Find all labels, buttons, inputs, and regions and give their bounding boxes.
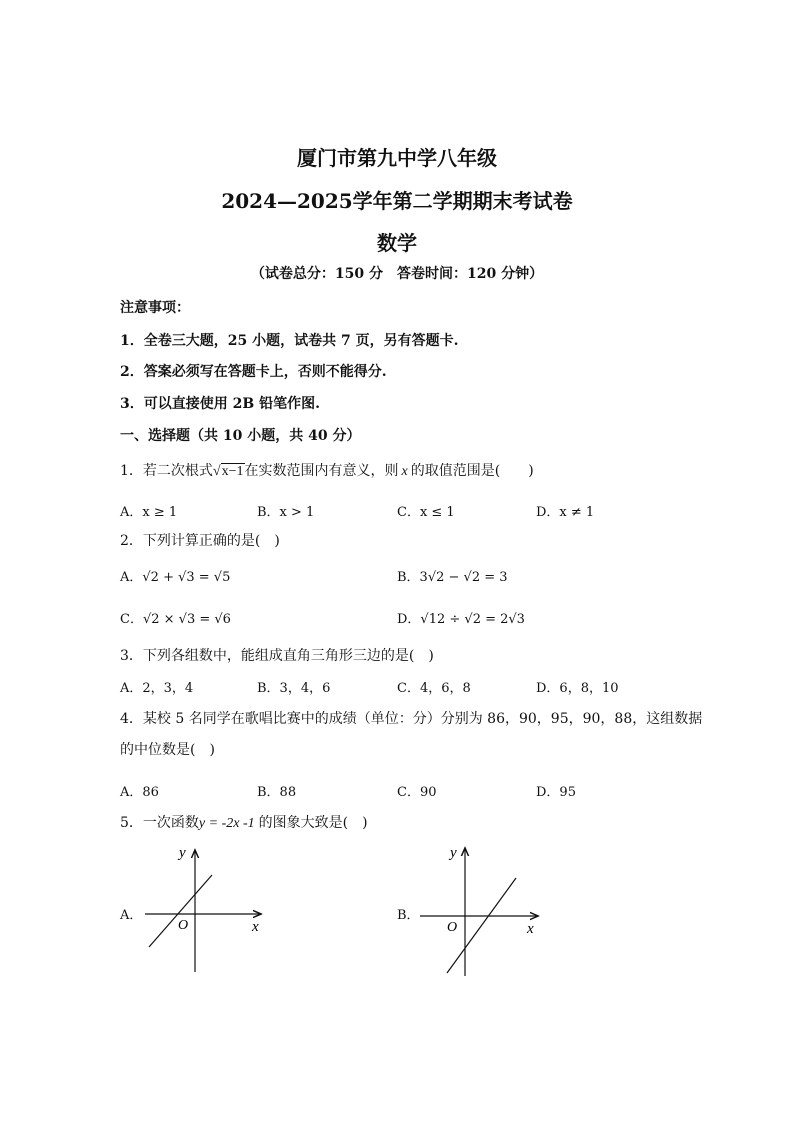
y-axis-label: y — [450, 845, 457, 861]
notes-heading: 注意事项： — [120, 300, 190, 316]
q1-radicand: x−1 — [221, 464, 244, 479]
q5-option-b[interactable]: B． — [397, 908, 420, 923]
q4-option-a[interactable]: A．86 — [120, 785, 159, 800]
x-axis-label: x — [527, 921, 534, 937]
q1-stem-post: 的取值范围是( ) — [410, 463, 534, 479]
question-4-stem-line1: 4．某校 5 名同学在歌唱比赛中的成绩（单位：分）分别为 86，90，95，90，88，这组数据 — [120, 711, 703, 727]
q2-option-d[interactable]: D．√12 ÷ √2 = 2√3 — [397, 612, 525, 627]
q5-graph-a[interactable] — [140, 845, 270, 977]
x-axis-label: x — [252, 919, 259, 935]
q1-option-a[interactable]: A．x ≥ 1 — [120, 505, 178, 520]
school-title: 厦门市第九中学八年级 — [297, 146, 497, 170]
q4-option-c[interactable]: C．90 — [397, 785, 437, 800]
question-2-stem: 2．下列计算正确的是( ) — [120, 533, 280, 549]
question-3-stem: 3．下列各组数中，能组成直角三角形三边的是( ) — [120, 648, 434, 664]
q1-var: x — [401, 464, 408, 479]
q3-option-d[interactable]: D．6，8，10 — [536, 681, 619, 696]
origin-label: O — [178, 918, 189, 933]
subject-title: 数学 — [377, 231, 417, 255]
q5-option-a[interactable]: A． — [120, 908, 143, 923]
q3-option-b[interactable]: B．3，4，6 — [257, 681, 331, 696]
q1-stem-pre: 1．若二次根式 — [120, 463, 213, 479]
q5-stem-pre: 5．一次函数 — [120, 815, 199, 831]
q1-option-c[interactable]: C．x ≤ 1 — [397, 505, 455, 520]
q5-stem-post: 的图象大致是( ) — [258, 815, 368, 831]
q2-option-a[interactable]: A．√2 + √3 = √5 — [120, 570, 231, 585]
q2-option-c[interactable]: C．√2 × √3 = √6 — [120, 612, 231, 627]
q2-option-b[interactable]: B．3√2 − √2 = 3 — [397, 570, 508, 585]
origin-label: O — [447, 920, 458, 935]
function-line — [447, 878, 516, 973]
q4-option-d[interactable]: D．95 — [536, 785, 576, 800]
q1-option-b[interactable]: B．x > 1 — [257, 505, 315, 520]
note-item: 3．可以直接使用 2B 铅笔作图. — [120, 396, 320, 412]
note-item: 2．答案必须写在答题卡上，否则不能得分. — [120, 364, 387, 380]
q1-stem-mid: 在实数范围内有意义，则 — [244, 463, 399, 479]
q1-radical: √x−1 — [212, 464, 244, 479]
section-heading: 一、选择题（共 10 小题，共 40 分） — [120, 428, 361, 444]
q3-option-a[interactable]: A．2，3，4 — [120, 681, 194, 696]
exam-title: 2024—2025学年第二学期期末考试卷 — [221, 189, 573, 213]
question-5-stem — [120, 812, 368, 832]
q5-equation: y = -2x -1 — [198, 816, 255, 831]
note-item: 1．全卷三大题，25 小题，试卷共 7 页，另有答题卡. — [120, 333, 459, 349]
exam-meta: （试卷总分：150 分 答卷时间：120 分钟） — [250, 266, 544, 282]
question-1-stem — [120, 460, 534, 480]
function-line — [149, 875, 212, 947]
q1-option-d[interactable]: D．x ≠ 1 — [536, 505, 595, 520]
y-axis-label: y — [179, 845, 186, 861]
q3-option-c[interactable]: C．4，6，8 — [397, 681, 471, 696]
question-4-stem-line2: 的中位数是( ) — [120, 742, 215, 758]
q4-option-b[interactable]: B．88 — [257, 785, 297, 800]
q5-graph-b[interactable] — [415, 843, 545, 981]
